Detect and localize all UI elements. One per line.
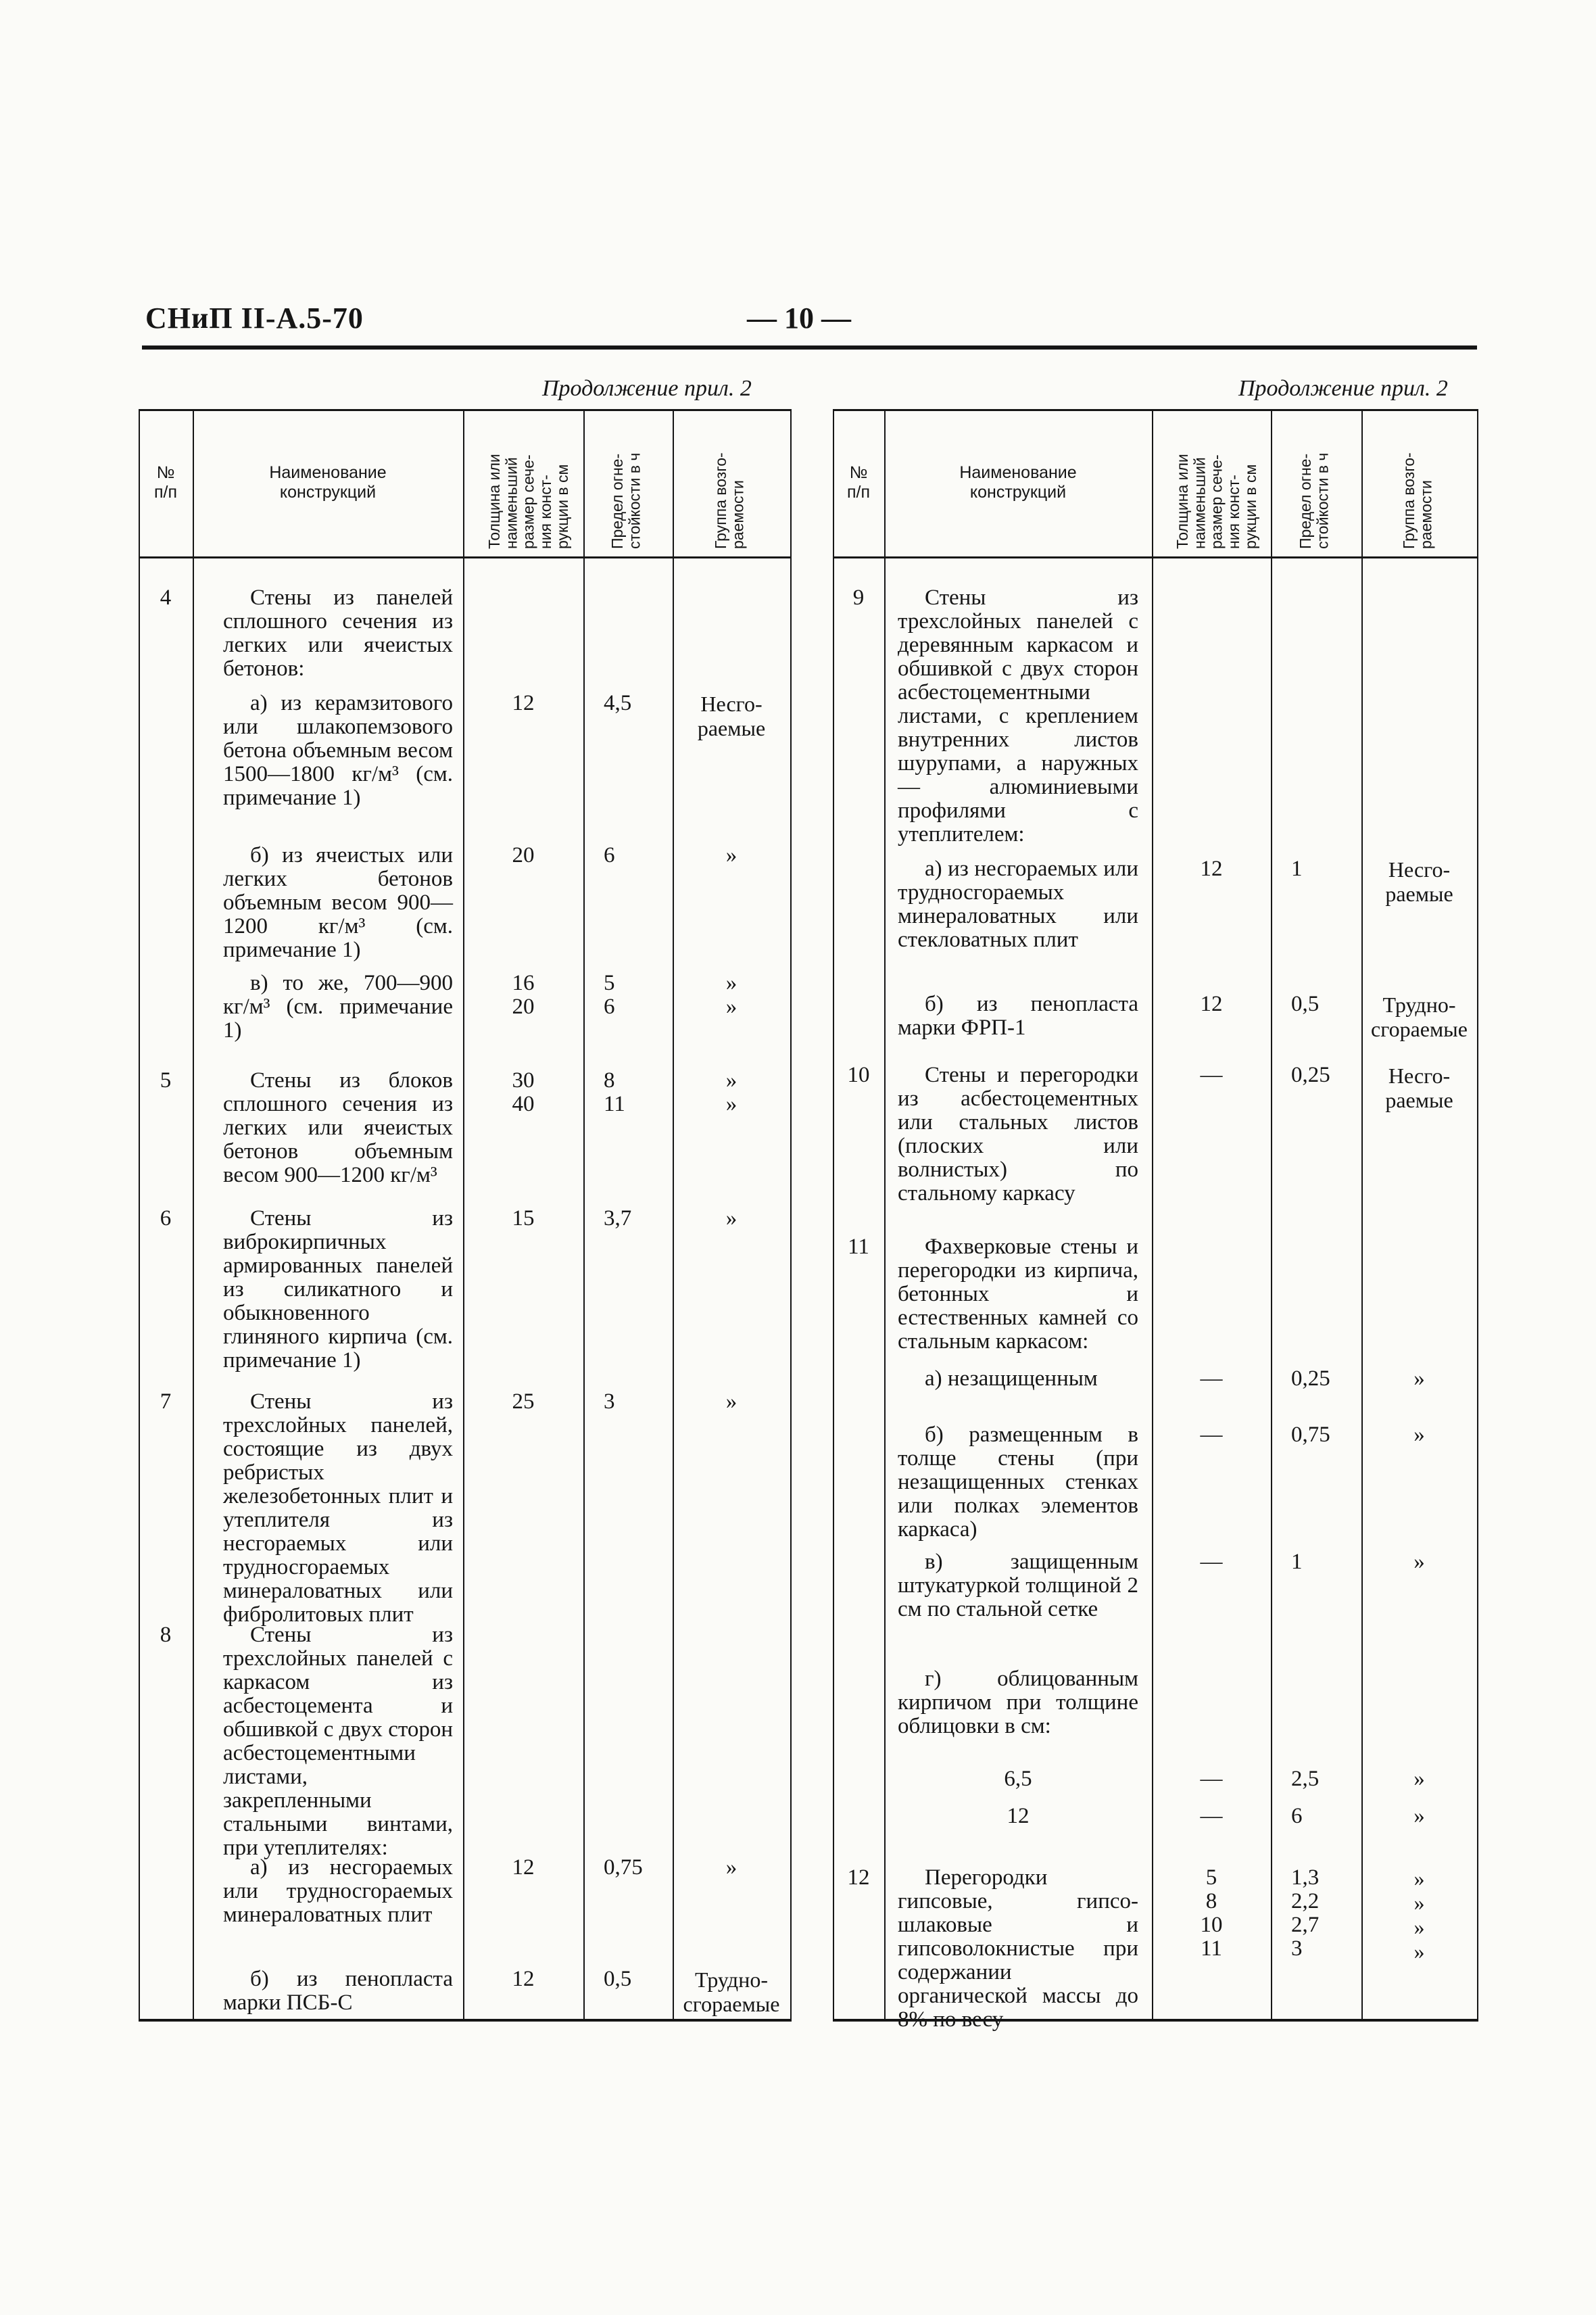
construction-name: б) из пенопласта марки ПСБ-С xyxy=(223,1967,453,2015)
fire-resistance-table-left xyxy=(139,409,792,2022)
combustibility-group: » xyxy=(1413,1423,1425,1447)
table-header-rule xyxy=(139,556,792,558)
combustibility-group: » xyxy=(1413,1366,1425,1391)
thickness-value: 12 xyxy=(1200,857,1223,881)
table-header-rule xyxy=(833,556,1478,558)
fire-limit-value: 0,25 xyxy=(1291,1063,1330,1087)
column-divider xyxy=(884,409,886,2022)
column-header-num: № п/п xyxy=(153,463,178,502)
row-number: 8 xyxy=(160,1623,172,1647)
thickness-value: 12 xyxy=(512,1855,535,1880)
construction-name: а) из несгораемых или трудносгораемых минераловатных или стекловатных плит xyxy=(898,857,1138,952)
construction-name: б) из ячеистых или легких бетонов объемным весом 900—1200 кг/м³ (см. примечание 1) xyxy=(223,843,453,962)
combustibility-group: » xyxy=(725,843,737,867)
thickness-value: 12 xyxy=(1200,992,1223,1016)
thickness-value: 30 40 xyxy=(512,1068,535,1116)
fire-limit-value: 0,25 xyxy=(1291,1366,1330,1391)
column-divider xyxy=(833,409,834,2022)
construction-name: Стены и перегородки из асбестоцементных или стальных листов (плоских или волнистых) по стальному каркасу xyxy=(898,1063,1138,1206)
column-divider xyxy=(1477,409,1478,2022)
combustibility-group: » » xyxy=(725,1068,737,1116)
column-divider xyxy=(193,409,194,2022)
construction-name: Стены из трехслойных панелей с каркасом из асбестоцемента и обшивкой с двух сторон асбестоцементными листами, закрепленными стальными винтами, при утеплителях: xyxy=(223,1623,453,1860)
combustibility-group: Несго- раемые xyxy=(697,692,766,740)
thickness-value: 12 xyxy=(512,691,535,715)
fire-limit-value: 8 11 xyxy=(604,1068,625,1116)
combustibility-group: » xyxy=(1413,1767,1425,1791)
column-header-fire-limit: Предел огне- стойкости в ч xyxy=(608,452,644,549)
continuation-label-left: Продолжение прил. 2 xyxy=(542,376,752,401)
column-header-group: Группа возго- раемости xyxy=(712,452,747,549)
combustibility-group: » xyxy=(1413,1550,1425,1574)
fire-limit-value: 3,7 xyxy=(604,1206,632,1231)
construction-name: Перегородки гипсовые, гипсо-шлаковые и гипсоволокнистые при содержании органической массы до 8% по весу xyxy=(898,1865,1138,2032)
thickness-value: — xyxy=(1200,1767,1223,1791)
construction-name: Фахверковые стены и перегородки из кирпича, бетонных и естественных камней со стальным каркасом: xyxy=(898,1235,1138,1354)
continuation-label-right: Продолжение прил. 2 xyxy=(1238,376,1448,401)
thickness-value: — xyxy=(1200,1550,1223,1574)
thickness-value: 5 8 10 11 xyxy=(1200,1865,1223,1961)
thickness-value: — xyxy=(1200,1063,1223,1087)
column-header-num: № п/п xyxy=(846,463,871,502)
row-number: 4 xyxy=(160,586,172,610)
column-header-fire-limit: Предел огне- стойкости в ч xyxy=(1297,452,1332,549)
fire-limit-value: 6 xyxy=(1291,1804,1303,1828)
fire-limit-value: 0,5 xyxy=(604,1967,632,1991)
thickness-value: — xyxy=(1200,1804,1223,1828)
fire-limit-value: 1 xyxy=(1291,1550,1303,1574)
column-header-name: Наименование конструкций xyxy=(959,463,1077,502)
combustibility-group: Несго- раемые xyxy=(1385,1064,1453,1112)
combustibility-group: » » xyxy=(725,971,737,1019)
row-number: 12 xyxy=(847,1865,870,1890)
row-number: 11 xyxy=(848,1235,869,1259)
combustibility-group: Несго- раемые xyxy=(1385,857,1453,906)
combustibility-group: » xyxy=(725,1206,737,1231)
fire-resistance-table-right xyxy=(833,409,1478,2032)
construction-name: а) из несгораемых или трудносгораемых минераловатных плит xyxy=(223,1855,453,1927)
fire-limit-value: 5 6 xyxy=(604,971,615,1019)
construction-name: б) из пенопласта марки ФРП-1 xyxy=(898,992,1138,1040)
column-header-name: Наименование конструкций xyxy=(269,463,387,502)
thickness-value: 15 xyxy=(512,1206,535,1231)
row-number: 10 xyxy=(847,1063,870,1087)
construction-name: в) то же, 700—900 кг/м³ (см. примечание 1) xyxy=(223,971,453,1043)
page-number: — 10 — xyxy=(747,302,851,335)
row-number: 7 xyxy=(160,1389,172,1414)
table-bottom-rule xyxy=(139,2019,792,2022)
construction-name: Стены из виброкирпичных армированных панелей из силикатного и обыкновенного глиняного кирпича (см. примечание 1) xyxy=(223,1206,453,1373)
fire-limit-value: 2,5 xyxy=(1291,1767,1320,1791)
thickness-value: 12 xyxy=(512,1967,535,1991)
column-header-thickness: Толщина или наименьший размер сече- ния конст- рукции в см xyxy=(485,454,572,549)
row-number: 6 xyxy=(160,1206,172,1231)
fire-limit-value: 0,5 xyxy=(1291,992,1320,1016)
construction-name: а) незащищенным xyxy=(925,1366,1098,1391)
fire-limit-value: 0,75 xyxy=(604,1855,643,1880)
fire-limit-value: 3 xyxy=(604,1389,615,1414)
thickness-value: — xyxy=(1200,1366,1223,1391)
combustibility-group: » » » » xyxy=(1413,1866,1425,1963)
thickness-value: 16 20 xyxy=(512,971,535,1019)
fire-limit-value: 1,3 2,2 2,7 3 xyxy=(1291,1865,1320,1961)
construction-name: в) защищенным штукатуркой толщиной 2 см по стальной сетке xyxy=(898,1550,1138,1621)
construction-name: Стены из блоков сплошного сечения из легких или ячеистых бетонов объемным весом 900—1200 кг/м³ xyxy=(223,1068,453,1187)
column-header-group: Группа возго- раемости xyxy=(1399,452,1434,549)
column-divider xyxy=(583,409,585,2022)
combustibility-group: » xyxy=(725,1855,737,1880)
construction-name: Стены из трехслойных панелей с деревянным каркасом и обшивкой с двух сторон асбестоцементными листами, с креплением внутренних листов шурупами, а наружных — алюминиевыми профилями с утеплителем: xyxy=(898,586,1138,846)
combustibility-group: » xyxy=(725,1389,737,1414)
document-code: СНиП II-А.5-70 xyxy=(145,302,364,335)
row-number: 9 xyxy=(852,586,865,610)
construction-name: 12 xyxy=(1007,1804,1030,1828)
construction-name: г) облицованным кирпичом при толщине облицовки в см: xyxy=(898,1667,1138,1738)
construction-name: Стены из трехслойных панелей, состоящие из двух ребристых железобетонных плит и утеплителя из несгораемых или трудносгораемых минераловатных или фибролитовых плит xyxy=(223,1389,453,1627)
thickness-value: 25 xyxy=(512,1389,535,1414)
fire-limit-value: 1 xyxy=(1291,857,1303,881)
row-number: 5 xyxy=(160,1068,172,1093)
column-divider xyxy=(790,409,792,2022)
column-header-thickness: Толщина или наименьший размер сече- ния конст- рукции в см xyxy=(1174,454,1260,549)
column-divider xyxy=(1271,409,1272,2022)
combustibility-group: Трудно- сгораемые xyxy=(1371,993,1468,1041)
combustibility-group: Трудно- сгораемые xyxy=(683,1967,780,2016)
construction-name: 6,5 xyxy=(1004,1767,1032,1791)
construction-name: Стены из панелей сплошного сечения из легких или ячеистых бетонов: xyxy=(223,586,453,681)
header-rule xyxy=(142,345,1477,350)
construction-name: б) размещенным в толще стены (при незащищенных стенках или полках элементов каркаса) xyxy=(898,1423,1138,1542)
thickness-value: — xyxy=(1200,1423,1223,1447)
thickness-value: 20 xyxy=(512,843,535,867)
fire-limit-value: 6 xyxy=(604,843,615,867)
fire-limit-value: 0,75 xyxy=(1291,1423,1330,1447)
fire-limit-value: 4,5 xyxy=(604,691,632,715)
construction-name: а) из керамзитового или шлакопемзового бетона объемным весом 1500—1800 кг/м³ (см. примечание 1) xyxy=(223,691,453,810)
combustibility-group: » xyxy=(1413,1804,1425,1828)
